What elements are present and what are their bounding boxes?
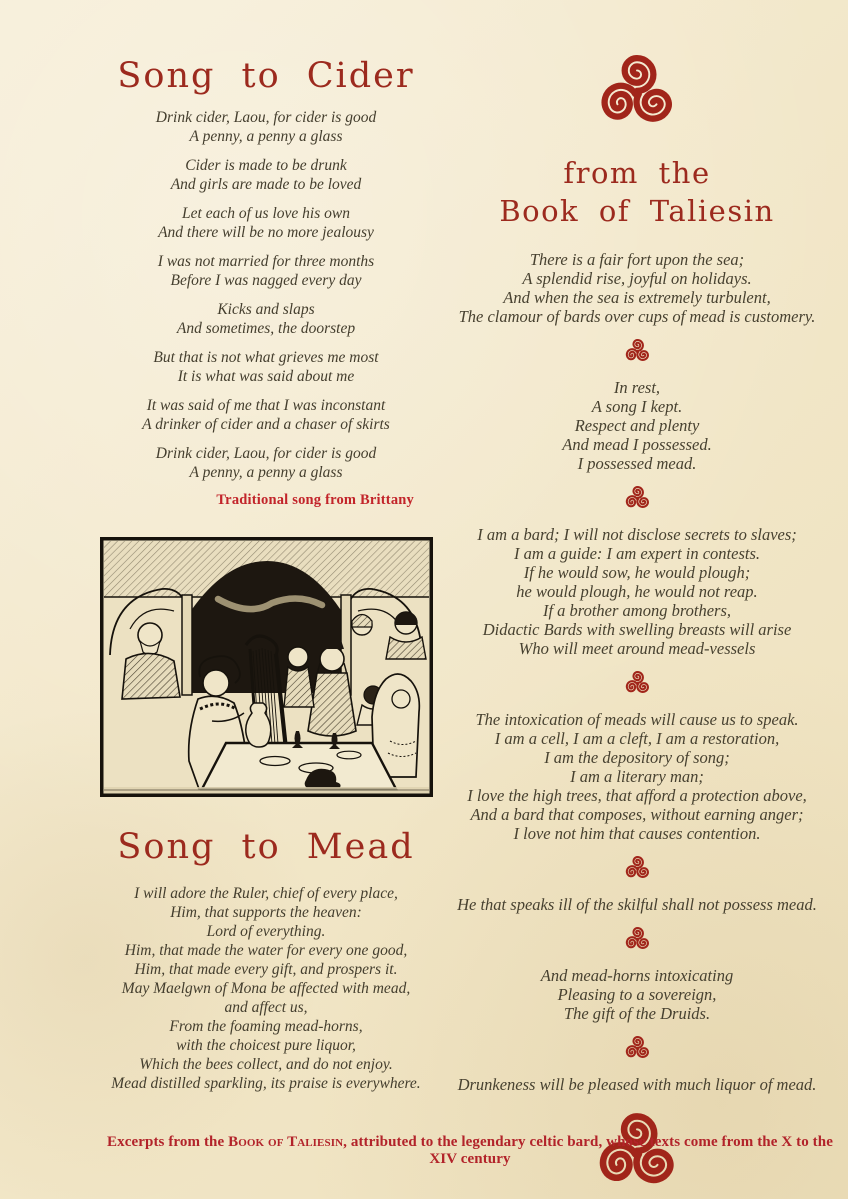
feast-illustration-frame [100, 537, 433, 797]
verse-line: Him, that supports the heaven: [170, 903, 362, 921]
cider-stanza-3 [92, 204, 440, 242]
verse-line: Mead distilled sparkling, its praise is everywhere. [111, 1074, 421, 1092]
verse-line: The gift of the Druids. [563, 1004, 711, 1023]
mead-stanza [92, 884, 440, 1093]
verse-line: Cider is made to be drunk [185, 157, 347, 175]
verse-line: It was said of me that I was inconstant [146, 397, 386, 415]
verse-line: And mead-horns intoxicating [540, 966, 734, 985]
taliesin-title-line1: from the [563, 156, 711, 190]
right-column [438, 52, 836, 1196]
verse-line: And sometimes, the doorstep [176, 320, 356, 338]
verse-line: Before I was nagged every day [170, 272, 362, 290]
verse-line: A splendid rise, joyful on holidays. [522, 269, 752, 288]
verse-line: It is what was said about me [177, 368, 355, 386]
verse-line: I possessed mead. [577, 454, 697, 473]
verse-line: In rest, [613, 378, 661, 397]
cider-stanza-6 [92, 348, 440, 386]
triskelion-divider-icon [624, 670, 651, 697]
taliesin-stanza-6 [438, 966, 836, 1023]
verse-line: Him, that made every gift, and prospers it. [134, 960, 398, 978]
verse-line: and affect us, [224, 998, 308, 1016]
cider-stanza-5 [92, 300, 440, 338]
verse-line: And a bard that composes, without earning anger; [470, 805, 804, 824]
verse-line: I love the high trees, that afford a protection above, [467, 786, 807, 805]
footer-credit [0, 1134, 848, 1168]
left-column [92, 56, 440, 1103]
triskelion-divider-icon [624, 926, 651, 953]
verse-line: Pleasing to a sovereign, [557, 985, 717, 1004]
taliesin-stanza-4 [438, 710, 836, 843]
verse-line: I will adore the Ruler, chief of every place, [134, 884, 398, 902]
verse-line: I am a bard; I will not disclose secrets to slaves; [477, 525, 797, 544]
verse-line: A drinker of cider and a chaser of skirts [142, 416, 390, 434]
triskelion-icon [596, 52, 678, 134]
verse-line: Drunkeness will be pleased with much liquor of mead. [457, 1075, 817, 1094]
verse-line: A penny, a penny a glass [189, 464, 343, 482]
footer-text-smallcaps: Book of Taliesin [228, 1134, 344, 1150]
verse-line: Drink cider, Laou, for cider is good [155, 445, 377, 463]
verse-line: Kicks and slaps [217, 301, 315, 319]
verse-line: I am the depository of song; [544, 748, 730, 767]
triskelion-divider-icon [624, 338, 651, 365]
mead-song-title: Song to Mead [117, 827, 415, 868]
footer-text-post: , attributed to the legendary celtic bard, whose texts come from the X to the XIV century [343, 1134, 833, 1167]
verse-line: Who will meet around mead-vessels [518, 639, 756, 658]
feast-illustration [100, 537, 433, 797]
verse-line: I am a guide: I am expert in contests. [513, 544, 761, 563]
verse-line: I am a literary man; [570, 767, 704, 786]
verse-line: May Maelgwn of Mona be affected with mead, [121, 979, 411, 997]
verse-line: And there will be no more jealousy [158, 224, 374, 242]
verse-line: A song I kept. [591, 397, 683, 416]
verse-line: And girls are made to be loved [170, 176, 362, 194]
verse-line: And when the sea is extremely turbulent, [503, 288, 771, 307]
cider-stanza-7 [92, 396, 440, 434]
verse-line: If he would sow, he would plough; [523, 563, 751, 582]
verse-line: with the choicest pure liquor, [176, 1036, 356, 1054]
verse-line: I am a cell, I am a cleft, I am a restoration, [494, 729, 780, 748]
triskelion-divider-icon [624, 1035, 651, 1062]
verse-line: A penny, a penny a glass [189, 128, 343, 146]
verse-line: And mead I possessed. [562, 435, 712, 454]
taliesin-stanza-3 [438, 525, 836, 658]
verse-line: Drink cider, Laou, for cider is good [155, 109, 377, 127]
cider-stanza-1 [92, 108, 440, 146]
verse-line: The clamour of bards over cups of mead is customery. [458, 307, 816, 326]
cider-song-title: Song to Cider [117, 56, 415, 96]
triskelion-divider-icon [624, 855, 651, 882]
verse-line: Respect and plenty [574, 416, 700, 435]
verse-line: I love not him that causes contention. [513, 824, 761, 843]
footer-text-pre: Excerpts from the [107, 1134, 229, 1150]
cider-stanza-2 [92, 156, 440, 194]
verse-line: There is a fair fort upon the sea; [529, 250, 745, 269]
verse-line: Which the bees collect, and do not enjoy. [139, 1055, 393, 1073]
triskelion-divider-icon [624, 485, 651, 512]
verse-line: But that is not what grieves me most [153, 349, 379, 367]
taliesin-stanza-2 [438, 378, 836, 473]
taliesin-stanza-7 [438, 1075, 836, 1094]
verse-line: Let each of us love his own [182, 205, 350, 223]
verse-line: From the foaming mead-horns, [169, 1017, 363, 1035]
taliesin-title [438, 154, 836, 230]
cider-stanza-8 [92, 444, 440, 482]
taliesin-title-line2: Book of Taliesin [499, 194, 775, 228]
taliesin-stanza-5 [438, 895, 836, 914]
verse-line: He that speaks ill of the skilful shall not possess mead. [457, 895, 817, 914]
verse-line: Lord of everything. [206, 922, 326, 940]
verse-line: Didactic Bards with swelling breasts will arise [482, 620, 792, 639]
song-credit: Traditional song from Brittany [216, 492, 414, 509]
verse-line: I was not married for three months [157, 253, 375, 271]
cider-stanza-4 [92, 252, 440, 290]
taliesin-stanza-1 [438, 250, 836, 326]
verse-line: The intoxication of meads will cause us to speak. [475, 710, 799, 729]
verse-line: If a brother among brothers, [542, 601, 732, 620]
verse-line: Him, that made the water for every one good, [124, 941, 408, 959]
verse-line: he would plough, he would not reap. [516, 582, 758, 601]
